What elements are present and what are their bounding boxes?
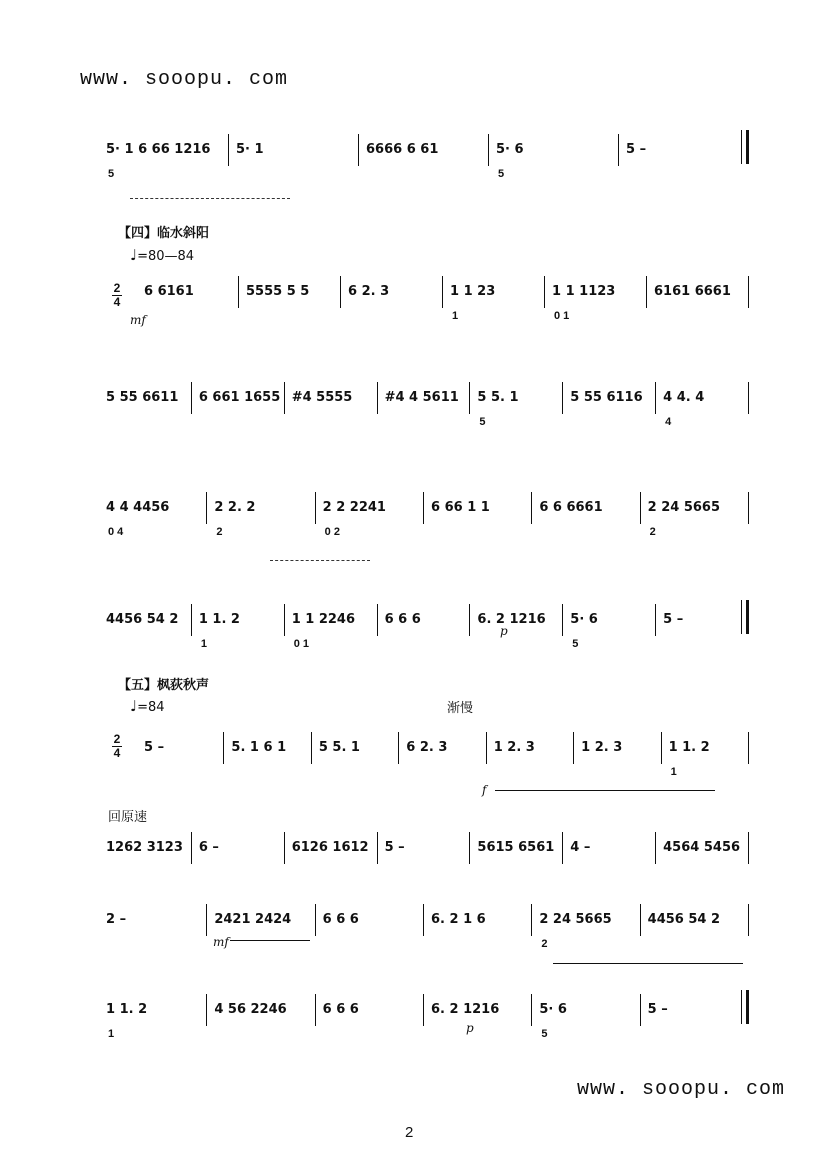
measure: 5. 1 6 1 [231,740,287,755]
ts-denominator: 4 [113,295,121,309]
final-bar-line [746,130,749,164]
measure: 4 – [570,840,591,855]
tempo-value-5: =84 [137,700,165,715]
measure: 6126 1612 [291,840,369,855]
measure: 6 66 1 1 [431,500,490,515]
measure: 4 4 4456 [106,500,170,515]
bar-line [398,732,399,764]
bar-line [311,732,312,764]
bar-line [284,604,285,636]
staff-line [100,378,750,448]
measure: 4456 54 2 [647,912,721,927]
bar-line [223,732,224,764]
measure: 4564 5456 [663,840,741,855]
lower-voice: 5 [498,168,505,180]
bar-line [488,134,489,166]
bar-line [423,994,424,1026]
measure: 2421 2424 [214,912,292,927]
bar-line [442,276,443,308]
measure: 6. 2 1216 [477,612,546,627]
measure: 2 2. 2 [214,500,256,515]
tremolo-dash-line [270,560,370,561]
final-bar-line [746,990,749,1024]
measure: 6 6 6 [322,1002,359,1017]
bar-line [618,134,619,166]
bar-line [640,904,641,936]
lower-voice: 1 [200,638,207,650]
watermark-top: www. sooopu. com [80,68,289,91]
measure: 5555 5 5 [246,284,310,299]
measure: 5 55 6611 [106,390,179,405]
lower-voice: 0 1 [293,638,309,650]
measure: 5615 6561 [477,840,555,855]
measure: 5 – [663,612,684,627]
bar-line [748,832,749,864]
measure: 6 2. 3 [348,284,390,299]
bar-line [531,994,532,1026]
lower-voice: 0 2 [324,526,340,538]
measure: 1 2. 3 [493,740,535,755]
bar-line [228,134,229,166]
bar-line [573,732,574,764]
lower-voice: 5 [479,416,486,428]
measure: 5· 1 6 66 1216 [106,142,211,157]
measure: 6666 6 61 [366,142,439,157]
measure: #4 5555 [291,390,353,405]
measure: 5 – [626,142,647,157]
bar-line [531,904,532,936]
lower-voice: 5 [108,168,115,180]
measure: 2 24 5665 [539,912,612,927]
watermark-bottom: www. sooopu. com [577,1078,786,1101]
measure: 6 6 6 [384,612,421,627]
measure: 4456 54 2 [106,612,179,627]
bar-line [469,832,470,864]
dynamic-p-2: p [466,1021,474,1035]
measure: 1 1. 2 [198,612,240,627]
bar-line [423,904,424,936]
measure: 6 661 1655 [198,390,281,405]
bar-line [340,276,341,308]
lower-voice: 1 [452,310,459,322]
bar-line [315,994,316,1026]
lower-voice: 0 1 [554,310,570,322]
bar-line [423,492,424,524]
measure: 5· 6 [570,612,598,627]
bar-line [377,832,378,864]
bar-line [562,604,563,636]
measure: 2 2 2241 [322,500,386,515]
bar-line [562,832,563,864]
bar-line [640,994,641,1026]
bar-line [469,382,470,414]
bar-line [284,382,285,414]
direction-rit: 渐慢 [447,701,474,716]
bar-line [206,492,207,524]
measure: 1262 3123 [106,840,183,855]
time-signature [112,283,122,308]
measure: #4 4 5611 [384,390,459,405]
dynamic-mf-2: mf [213,935,229,949]
quarter-note-icon: ♩ [130,246,138,264]
dynamic-mf: mf [130,313,146,327]
measure: 6 6 6 [322,912,359,927]
lower-voice: 0 4 [108,526,124,538]
bar-line [655,382,656,414]
lower-voice: 5 [541,1028,548,1040]
bar-line [544,276,545,308]
bar-line [748,492,749,524]
measure: 6. 2 1216 [431,1002,500,1017]
measure: 2 – [106,912,127,927]
measure: 5· 1 [236,142,264,157]
section-title-5: 【五】枫荻秋声 [118,678,210,693]
direction-a-tempo: 回原速 [108,810,148,825]
page-number: 2 [405,1124,414,1141]
measure: 2 24 5665 [647,500,721,515]
staff-line [100,130,750,200]
ts-denominator: 4 [113,746,121,760]
measure: 5 – [384,840,405,855]
bar-line [315,904,316,936]
bar-line [191,382,192,414]
bar-line [748,732,749,764]
bar-line [640,492,641,524]
lower-voice: 1 [108,1028,115,1040]
lower-voice: 2 [216,526,223,538]
bar-line [661,732,662,764]
measure: 1 2. 3 [581,740,623,755]
tempo-marking-4 [130,246,194,264]
measure: 5 5. 1 [477,390,519,405]
bar-line [748,276,749,308]
bar-line [655,832,656,864]
bar-line [531,492,532,524]
lower-voice: 2 [541,938,548,950]
measure: 4 56 2246 [214,1002,287,1017]
bar-line [284,832,285,864]
bar-line [377,604,378,636]
bar-line [206,904,207,936]
bar-line [206,994,207,1026]
measure: 6 2. 3 [406,740,448,755]
measure: 5· 6 [539,1002,567,1017]
final-bar-line [746,600,749,634]
staff-line [100,488,750,558]
measure: 5 – [144,740,165,755]
measure: 6 6 6661 [539,500,603,515]
staff-line [100,990,750,1060]
measure: 6161 6661 [654,284,731,299]
bar-line [191,604,192,636]
quarter-note-icon: ♩ [130,697,138,715]
bar-line [358,134,359,166]
staff-line [138,728,750,798]
bar-line [469,604,470,636]
bar-line [748,382,749,414]
ts-numerator: 2 [113,732,121,746]
measure: 1 1 2246 [291,612,356,627]
bar-line [486,732,487,764]
measure: 5· 6 [496,142,524,157]
measure: 1 1 1123 [552,284,616,299]
staff-line [138,272,750,342]
tempo-marking-5 [130,697,165,715]
measure: 1 1. 2 [668,740,710,755]
bar-line [377,382,378,414]
bar-line [238,276,239,308]
tempo-value-4: =80—84 [137,249,195,264]
staff-line [100,600,750,670]
measure: 6 – [198,840,219,855]
bar-line [748,904,749,936]
measure: 6 6161 [144,284,194,299]
section-title-4: 【四】临水斜阳 [118,226,210,241]
measure: 4 4. 4 [663,390,705,405]
lower-voice: 5 [572,638,579,650]
measure: 5 55 6116 [570,390,643,405]
measure: 1 1 23 [450,284,496,299]
dynamic-f: f [482,783,487,797]
staff-line [100,828,750,898]
bar-line [646,276,647,308]
bar-line [562,382,563,414]
lower-voice: 1 [670,766,677,778]
measure: 5 5. 1 [318,740,360,755]
bar-line [315,492,316,524]
time-signature-2 [112,734,122,759]
measure: 1 1. 2 [106,1002,148,1017]
bar-line [191,832,192,864]
measure: 6. 2 1 6 [431,912,486,927]
staff-line [100,900,750,970]
lower-voice: 4 [665,416,672,428]
lower-voice: 2 [649,526,656,538]
ts-numerator: 2 [113,281,121,295]
bar-line [655,604,656,636]
measure: 5 – [647,1002,668,1017]
dynamic-p: p [500,624,508,638]
